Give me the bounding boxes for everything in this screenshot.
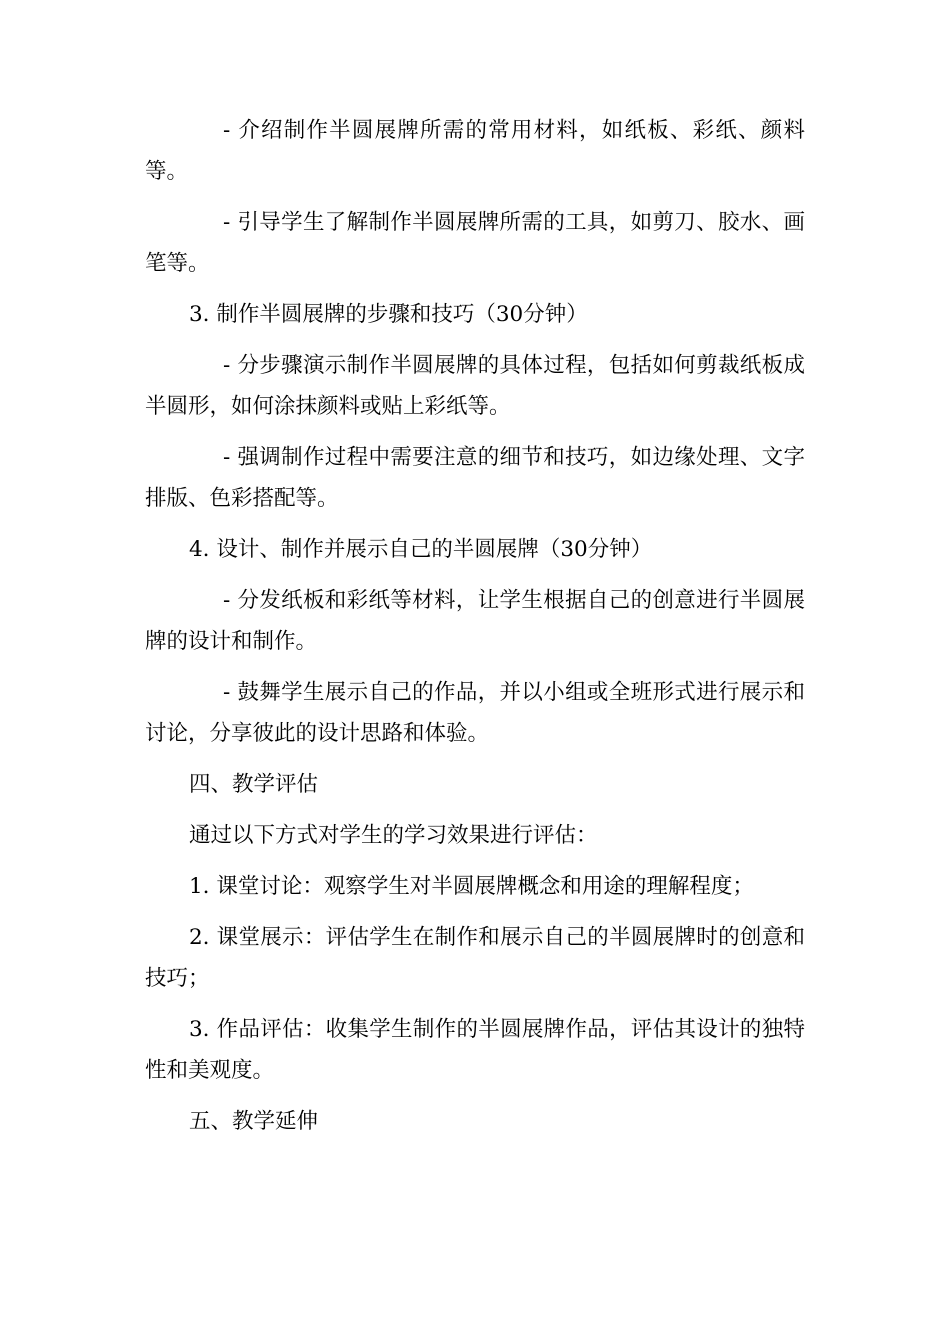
evaluation-intro: 通过以下方式对学生的学习效果进行评估： bbox=[189, 823, 598, 848]
bullet-demonstration: - 分步骤演示制作半圆展牌的具体过程，包括如何剪裁纸板成半圆形，如何涂抹颜料或贴上彩纸等。 bbox=[145, 353, 805, 419]
list-item-3-steps: 3. 制作半圆展牌的步骤和技巧（30分钟） bbox=[189, 302, 588, 327]
bullet-tools: - 引导学生了解制作半圆展牌所需的工具，如剪刀、胶水、画笔等。 bbox=[145, 210, 805, 276]
bullet-present: - 鼓舞学生展示自己的作品，并以小组或全班形式进行展示和讨论，分享彼此的设计思路和体验。 bbox=[145, 680, 805, 746]
bullet-distribute: - 分发纸板和彩纸等材料，让学生根据自己的创意进行半圆展牌的设计和制作。 bbox=[145, 588, 805, 654]
bullet-details: - 强调制作过程中需要注意的细节和技巧，如边缘处理、文字排版、色彩搭配等。 bbox=[145, 445, 805, 511]
bullet-materials: - 介绍制作半圆展牌所需的常用材料，如纸板、彩纸、颜料等。 bbox=[145, 118, 805, 184]
section-heading-extension: 五、教学延伸 bbox=[189, 1109, 319, 1134]
section-heading-evaluation: 四、教学评估 bbox=[189, 772, 319, 797]
list-item-4-design: 4. 设计、制作并展示自己的半圆展牌（30分钟） bbox=[189, 537, 653, 562]
evaluation-item-2: 2. 课堂展示：评估学生在制作和展示自己的半圆展牌时的创意和技巧； bbox=[145, 925, 805, 991]
document-body bbox=[145, 110, 805, 1152]
evaluation-item-3: 3. 作品评估：收集学生制作的半圆展牌作品，评估其设计的独特性和美观度。 bbox=[145, 1017, 805, 1083]
evaluation-item-1: 1. 课堂讨论：观察学生对半圆展牌概念和用途的理解程度； bbox=[189, 874, 754, 899]
